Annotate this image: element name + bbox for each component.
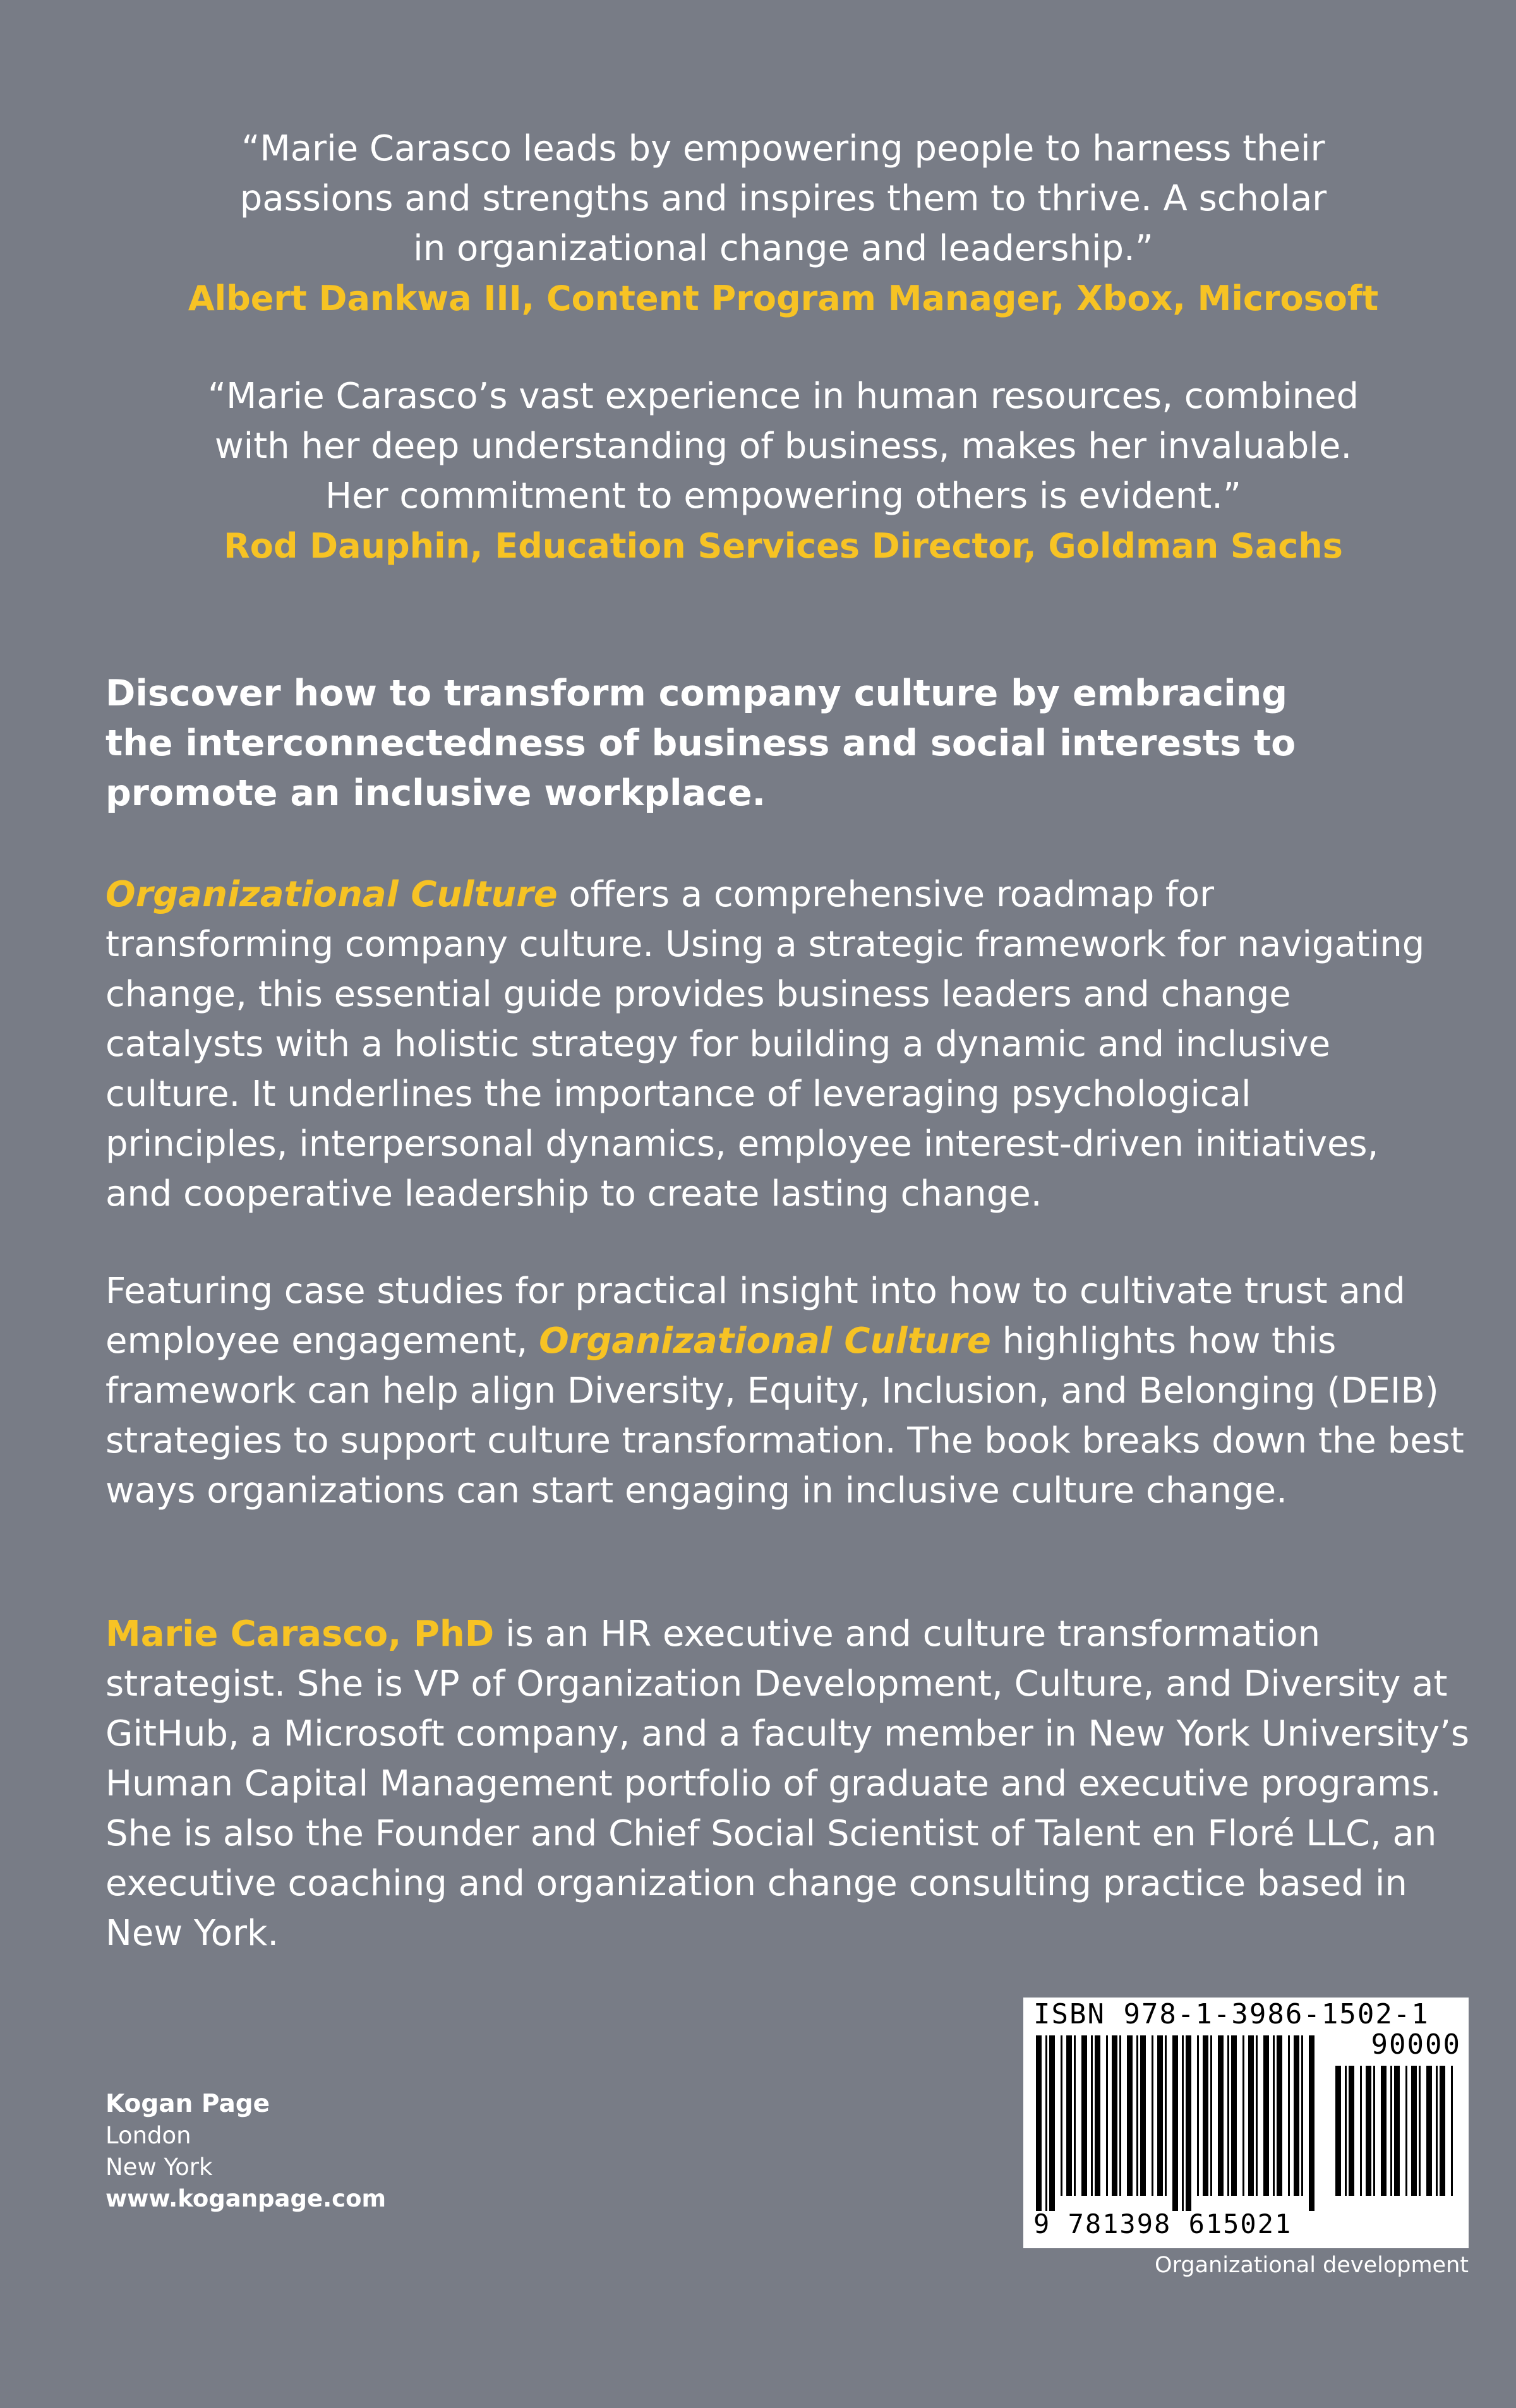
barcode-bar: [1172, 2035, 1178, 2211]
description-paragraph-2: [105, 1266, 1495, 1516]
publisher-city: London: [105, 2122, 191, 2149]
barcode-bar: [1405, 2066, 1407, 2196]
barcode-bar: [1301, 2035, 1303, 2196]
barcode-bar: [1381, 2066, 1387, 2196]
barcode-bar: [1227, 2035, 1229, 2196]
isbn-barcode: [1023, 1998, 1469, 2248]
publisher-block: [105, 2088, 386, 2215]
barcode-bar: [1127, 2035, 1133, 2196]
barcode-bar: [1061, 2035, 1062, 2196]
lead-paragraph: Discover how to transform company culture by embracing the interconnectedness of business and social interests to promote an inclusive workplace.: [105, 673, 1296, 814]
price-code: 90000: [1371, 2028, 1461, 2061]
barcode-bar: [1197, 2035, 1199, 2196]
barcode-bar: [1182, 2035, 1184, 2211]
barcode-bar: [1335, 2066, 1341, 2196]
quote-line: “Marie Carasco leads by empowering people to harness their: [241, 128, 1325, 169]
book-title: Organizational Culture: [539, 1321, 991, 1362]
barcode-bar: [1045, 2035, 1047, 2211]
barcode-bar: [1210, 2035, 1212, 2196]
barcode-bar: [1119, 2035, 1121, 2196]
quote-line: passions and strengths and inspires them to thrive. A scholar: [239, 178, 1327, 219]
barcode-bar: [1411, 2066, 1417, 2196]
quote-line: “Marie Carasco’s vast experience in human resources, combined: [208, 376, 1359, 417]
description-text: offers a comprehensive roadmap for transforming company culture. Using a strategic framework for navigating change, this essential guide provides business leaders and change catalysts with a holistic strategy for building a dynamic and inclusive culture. It underlines the importance of leveraging psychological principles, interpersonal dynamics, employee interest-driven initiatives, and cooperative leadership to create lasting change.: [105, 874, 1425, 1214]
barcode-bar: [1186, 2035, 1191, 2211]
barcode-bar: [1263, 2035, 1269, 2196]
barcode-bar: [1036, 2035, 1042, 2211]
book-title: Organizational Culture: [105, 874, 558, 915]
barcode-bar: [1394, 2066, 1400, 2196]
barcode-bar: [1373, 2066, 1375, 2196]
barcode-bar: [1436, 2066, 1438, 2196]
barcode-bar: [1106, 2035, 1108, 2196]
barcode-bar: [1203, 2035, 1208, 2196]
bio-text: is an HR executive and culture transformation strategist. She is VP of Organization Development, Culture, and Diversity at GitHub, a Microsoft company, and a faculty member in New York University’s Human Capital Management portfolio of graduate and executive programs. She is also the Founder and Chief Social Scientist of Talent en Floré LLC, an executive coaching and organization change consulting practice based in New York.: [105, 1614, 1470, 1954]
barcode-bar: [1349, 2066, 1354, 2196]
barcode-bar: [1345, 2066, 1347, 2196]
barcode-bar: [1095, 2035, 1100, 2196]
quote-attribution: Rod Dauphin, Education Services Director, Goldman Sachs: [224, 526, 1343, 566]
endorsement-quote-2: [152, 371, 1415, 571]
barcode-bar: [1218, 2035, 1224, 2196]
barcode-bar: [1419, 2066, 1421, 2196]
barcode-bar: [1231, 2035, 1237, 2196]
barcode-bar: [1066, 2035, 1072, 2196]
barcode-bar: [1440, 2066, 1445, 2196]
barcode-bar: [1273, 2035, 1275, 2196]
barcode-bar: [1288, 2035, 1290, 2196]
barcode-bar: [1136, 2035, 1138, 2196]
quote-line: with her deep understanding of business, makes her invaluable.: [214, 426, 1352, 467]
barcode-bar: [1157, 2035, 1163, 2196]
ean-barcode-bars: [1033, 2035, 1324, 2211]
endorsement-quote-1: [101, 124, 1465, 323]
publisher-url: www.koganpage.com: [105, 2185, 387, 2212]
addon-barcode-bars: [1333, 2066, 1462, 2211]
subject-category: Organizational development: [1155, 2253, 1469, 2278]
barcode-bar: [1248, 2035, 1254, 2196]
quote-attribution: Albert Dankwa III, Content Program Manager, Xbox, Microsoft: [188, 279, 1379, 318]
barcode-bar: [1165, 2035, 1167, 2196]
publisher-name: Kogan Page: [105, 2090, 270, 2118]
barcode-bar: [1074, 2035, 1076, 2196]
publisher-city: New York: [105, 2153, 213, 2181]
barcode-bar: [1390, 2066, 1392, 2196]
author-name: Marie Carasco, PhD: [105, 1614, 495, 1655]
description-text: Featuring case studies for practical insight into how to cultivate trust and employee engagement,: [105, 1271, 1405, 1362]
barcode-bar: [1294, 2035, 1299, 2196]
description-text: highlights how this framework can help align Diversity, Equity, Inclusion, and Belonging (DEIB) strategies to support culture transformation. The book breaks down the best ways organizations can start engaging in inclusive culture change.: [105, 1321, 1464, 1511]
isbn-number: ISBN 978-1-3986-1502-1: [1033, 1998, 1429, 2030]
author-bio: [105, 1609, 1495, 1958]
barcode-bar: [1360, 2066, 1362, 2196]
quote-line: in organizational change and leadership.”: [413, 228, 1153, 269]
quote-line: Her commitment to empowering others is evident.”: [325, 476, 1241, 517]
ean-digits: 9 781398 615021: [1033, 2208, 1292, 2239]
barcode-bar: [1366, 2066, 1371, 2196]
barcode-bar: [1309, 2035, 1314, 2211]
barcode-bar: [1140, 2035, 1146, 2196]
barcode-bar: [1112, 2035, 1117, 2196]
barcode-bar: [1049, 2035, 1055, 2211]
barcode-bar: [1256, 2035, 1258, 2196]
barcode-bar: [1426, 2066, 1432, 2196]
barcode-bar: [1242, 2035, 1244, 2196]
barcode-bar: [1277, 2035, 1282, 2196]
barcode-bar: [1081, 2035, 1087, 2196]
description-paragraph-1: [105, 870, 1432, 1219]
barcode-bar: [1451, 2066, 1453, 2196]
barcode-bar: [1091, 2035, 1093, 2196]
barcode-bar: [1152, 2035, 1153, 2196]
